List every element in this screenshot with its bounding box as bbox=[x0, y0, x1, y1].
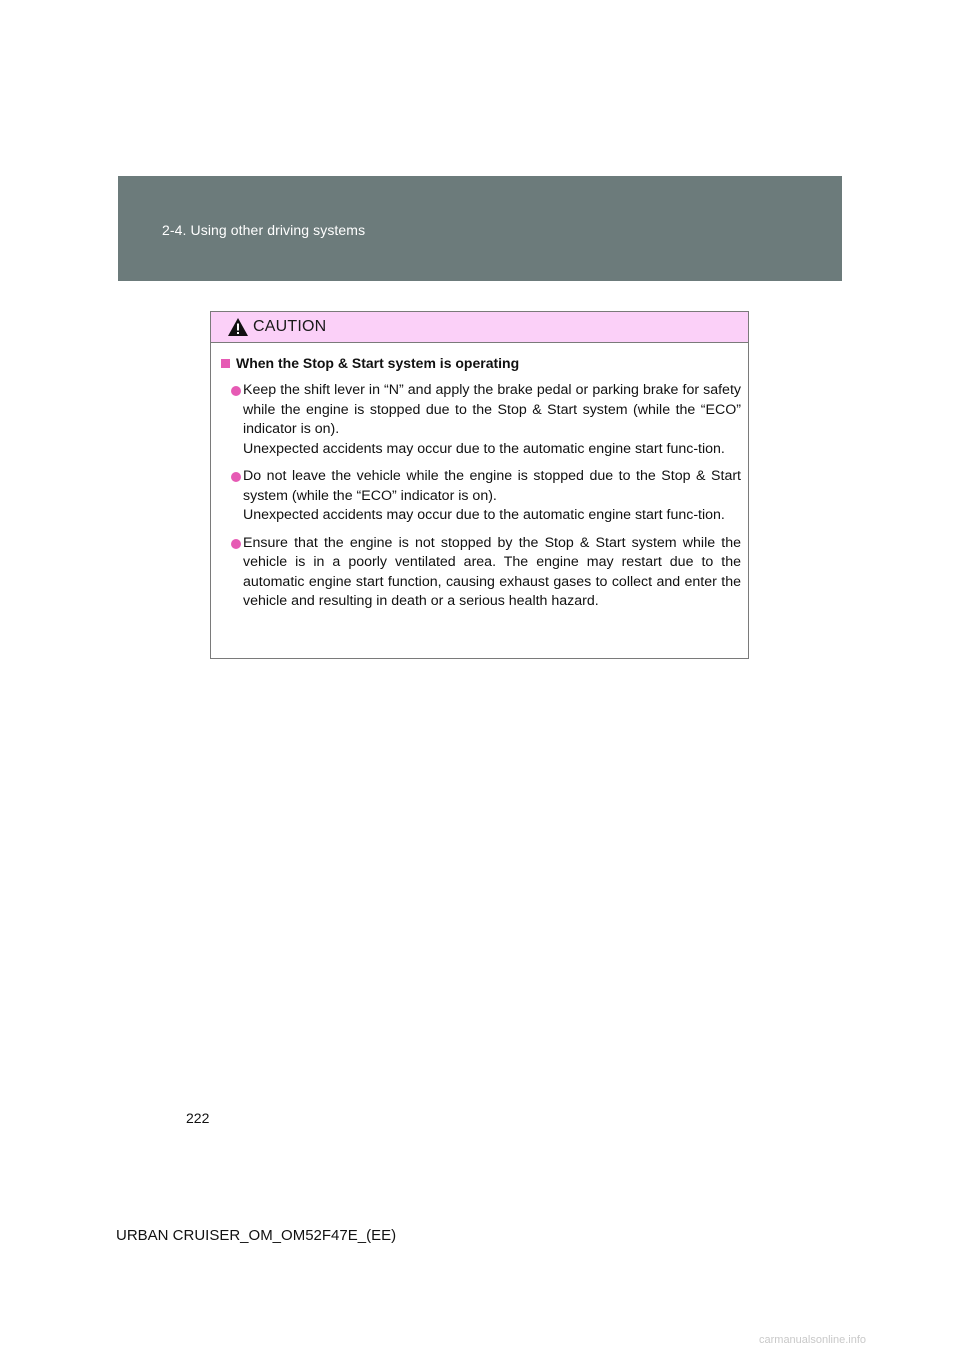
caution-subheading-text: When the Stop & Start system is operating bbox=[236, 355, 520, 371]
caution-item-text: Ensure that the engine is not stopped by the Stop & Start system while the vehicle is in a poorly ventilated area. The engine may restart due to the automatic engine start function, causing exhaust gases to collect and enter the vehicle and resulting in death or a serious health hazard. bbox=[243, 534, 741, 609]
watermark: carmanualsonline.info bbox=[759, 1334, 867, 1346]
footer-document-code: URBAN CRUISER_OM_OM52F47E_(EE) bbox=[116, 1227, 397, 1244]
section-header-band bbox=[118, 176, 842, 281]
caution-item bbox=[221, 381, 741, 459]
caution-body bbox=[211, 343, 748, 612]
caution-item bbox=[221, 534, 741, 612]
caution-item bbox=[221, 467, 741, 526]
caution-header bbox=[211, 312, 748, 343]
caution-item-text: Do not leave the vehicle while the engine is stopped due to the Stop & Start system (while the “ECO” indicator is on). bbox=[243, 468, 741, 504]
caution-item-text: Unexpected accidents may occur due to the automatic engine start func-tion. bbox=[243, 440, 725, 457]
caution-item-text: Keep the shift lever in “N” and apply the brake pedal or parking brake for safety while the engine is stopped due to the Stop & Start system (while the “ECO” indicator is on). bbox=[243, 382, 741, 437]
caution-subheading bbox=[221, 353, 741, 373]
circle-bullet-icon bbox=[231, 386, 241, 396]
warning-triangle-icon bbox=[227, 317, 249, 337]
page-number: 222 bbox=[186, 1110, 210, 1126]
caution-box bbox=[210, 311, 749, 659]
square-bullet-icon bbox=[221, 359, 230, 368]
circle-bullet-icon bbox=[231, 472, 241, 482]
section-title: 2-4. Using other driving systems bbox=[162, 222, 366, 238]
caution-title: CAUTION bbox=[253, 318, 327, 335]
circle-bullet-icon bbox=[231, 539, 241, 549]
caution-item-text: Unexpected accidents may occur due to the automatic engine start func-tion. bbox=[243, 507, 725, 523]
